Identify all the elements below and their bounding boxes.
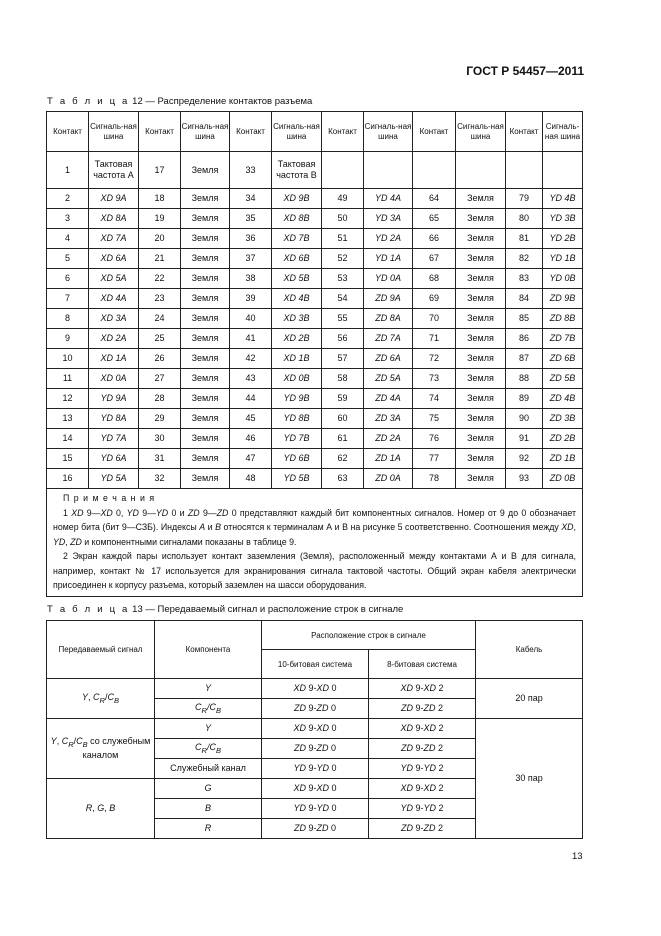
signal-bus-cell: Земля: [181, 389, 230, 409]
signal-bus-cell: XD 2A: [89, 329, 139, 349]
pin-number-cell: 17: [139, 152, 181, 189]
pin-number-cell: 15: [47, 449, 89, 469]
caption-prefix: Т а б л и ц а: [47, 604, 130, 615]
pin-number-cell: 64: [413, 189, 456, 209]
table-row: [47, 349, 583, 369]
bit8-cell: [369, 799, 476, 819]
pin-number-cell: 38: [230, 269, 272, 289]
signal-bus-cell: Земля: [181, 209, 230, 229]
page-number: 13: [572, 851, 583, 862]
pin-number-cell: 5: [47, 249, 89, 269]
pin-number-cell: 86: [506, 329, 543, 349]
signal-group-1: [47, 679, 155, 719]
signal-bus-cell: ZD 1A: [364, 449, 413, 469]
signal-bus-cell: Тактовая частота A: [89, 152, 139, 189]
signal-label: Y, $C_R/C_B$: [82, 691, 119, 705]
cable-20: 20 пар: [476, 679, 583, 719]
pin-number-cell: 77: [413, 449, 456, 469]
pin-number-cell: 78: [413, 469, 456, 489]
signal-bus-cell: [543, 152, 583, 189]
signal-bus-cell: XD 4A: [89, 289, 139, 309]
pin-assignment-table: [46, 111, 583, 597]
signal-bus-cell: YD 9B: [272, 389, 322, 409]
signal-bus-cell: Земля: [181, 189, 230, 209]
signal-label: Y, $C_R/C_B$ со служебным каналом: [50, 736, 151, 760]
signal-bus-cell: XD 7A: [89, 229, 139, 249]
pin-number-cell: 66: [413, 229, 456, 249]
bit10-value: XD 9-XD 0: [293, 783, 337, 793]
pin-number-cell: 52: [322, 249, 364, 269]
pin-number-cell: 2: [47, 189, 89, 209]
signal-bus-cell: YD 2B: [543, 229, 583, 249]
pin-number-cell: 27: [139, 369, 181, 389]
signal-bus-cell: ZD 9B: [543, 289, 583, 309]
pin-number-cell: 48: [230, 469, 272, 489]
pin-number-cell: 49: [322, 189, 364, 209]
table-row: [47, 389, 583, 409]
signal-bus-cell: ZD 7B: [543, 329, 583, 349]
signal-bus-cell: ZD 1B: [543, 449, 583, 469]
pin-number-cell: 20: [139, 229, 181, 249]
pin-number-cell: 42: [230, 349, 272, 369]
signal-bus-cell: ZD 3A: [364, 409, 413, 429]
signal-bus-cell: ZD 9A: [364, 289, 413, 309]
bit10-cell: [262, 679, 369, 699]
component-cell: [155, 779, 262, 799]
pin-number-cell: 81: [506, 229, 543, 249]
pin-number-cell: 75: [413, 409, 456, 429]
signal-bus-cell: YD 6A: [89, 449, 139, 469]
signal-bus-cell: Земля: [456, 249, 506, 269]
pin-number-cell: [413, 152, 456, 189]
signal-bus-cell: Земля: [181, 289, 230, 309]
pin-number-cell: 11: [47, 369, 89, 389]
pin-number-cell: 69: [413, 289, 456, 309]
pin-number-cell: 68: [413, 269, 456, 289]
bit10-value: XD 9-XD 0: [293, 723, 337, 733]
pin-number-cell: 10: [47, 349, 89, 369]
col-header: Сигналь-ная шина: [89, 112, 139, 152]
col-header: Контакт: [322, 112, 364, 152]
signal-bus-cell: Земля: [456, 429, 506, 449]
pin-number-cell: 46: [230, 429, 272, 449]
pin-number-cell: 36: [230, 229, 272, 249]
pin-number-cell: 4: [47, 229, 89, 249]
pin-number-cell: 37: [230, 249, 272, 269]
signal-bus-cell: XD 7B: [272, 229, 322, 249]
caption-text: 12 — Распределение контактов разъема: [129, 96, 313, 107]
signal-bus-cell: XD 1A: [89, 349, 139, 369]
bit8-cell: [369, 739, 476, 759]
col-header: Контакт: [413, 112, 456, 152]
table-row: [47, 469, 583, 489]
pin-number-cell: 84: [506, 289, 543, 309]
component-label: R: [204, 823, 212, 833]
signal-bus-cell: Земля: [181, 229, 230, 249]
pin-number-cell: 32: [139, 469, 181, 489]
signal-bus-cell: ZD 2A: [364, 429, 413, 449]
pin-number-cell: 50: [322, 209, 364, 229]
signal-group-2: [47, 719, 155, 779]
signal-bus-cell: ZD 5B: [543, 369, 583, 389]
signal-bus-cell: Земля: [181, 309, 230, 329]
signal-bus-cell: XD 3A: [89, 309, 139, 329]
bit8-cell: [369, 719, 476, 739]
bit8-value: XD 9-XD 2: [400, 683, 444, 693]
signal-bus-cell: YD 7B: [272, 429, 322, 449]
pin-number-cell: 85: [506, 309, 543, 329]
pin-number-cell: 57: [322, 349, 364, 369]
signal-bus-cell: XD 1B: [272, 349, 322, 369]
signal-bus-cell: XD 0A: [89, 369, 139, 389]
bit10-value: ZD 9-ZD 0: [293, 823, 337, 833]
signal-bus-cell: YD 5B: [272, 469, 322, 489]
bit8-value: YD 9-YD 2: [400, 803, 444, 813]
header-signal: Передаваемый сигнал: [47, 621, 155, 679]
bit8-cell: [369, 699, 476, 719]
table-row: [47, 369, 583, 389]
signal-bus-cell: Земля: [456, 209, 506, 229]
bit8-value: ZD 9-ZD 2: [400, 743, 444, 753]
signal-bus-cell: XD 8B: [272, 209, 322, 229]
table-row: [47, 289, 583, 309]
signal-bus-cell: ZD 8A: [364, 309, 413, 329]
bit8-cell: [369, 779, 476, 799]
signal-bus-cell: XD 0B: [272, 369, 322, 389]
pin-number-cell: 83: [506, 269, 543, 289]
pin-number-cell: 23: [139, 289, 181, 309]
bit8-cell: [369, 679, 476, 699]
pin-number-cell: 13: [47, 409, 89, 429]
table-13-caption: [47, 604, 403, 615]
pin-number-cell: 72: [413, 349, 456, 369]
pin-number-cell: 45: [230, 409, 272, 429]
signal-bus-cell: ZD 3B: [543, 409, 583, 429]
bit10-cell: [262, 779, 369, 799]
table-row: [47, 209, 583, 229]
component-cell: [155, 759, 262, 779]
notes-title: П р и м е ч а н и я: [63, 493, 156, 503]
table-row: [47, 329, 583, 349]
pin-number-cell: 14: [47, 429, 89, 449]
signal-bus-cell: Земля: [456, 309, 506, 329]
bit8-value: XD 9-XD 2: [400, 723, 444, 733]
pin-number-cell: 6: [47, 269, 89, 289]
component-label: Y: [204, 683, 211, 693]
signal-bus-cell: YD 1B: [543, 249, 583, 269]
col-header: Контакт: [47, 112, 89, 152]
pin-number-cell: 31: [139, 449, 181, 469]
pin-number-cell: 30: [139, 429, 181, 449]
pin-number-cell: 70: [413, 309, 456, 329]
pin-number-cell: 93: [506, 469, 543, 489]
pin-number-cell: 82: [506, 249, 543, 269]
pin-number-cell: 79: [506, 189, 543, 209]
pin-number-cell: 8: [47, 309, 89, 329]
pin-number-cell: 74: [413, 389, 456, 409]
pin-number-cell: 65: [413, 209, 456, 229]
pin-number-cell: 26: [139, 349, 181, 369]
signal-bus-cell: Земля: [181, 369, 230, 389]
bit10-value: ZD 9-ZD 0: [293, 743, 337, 753]
signal-label: R, G, B: [85, 803, 116, 813]
signal-bus-cell: YD 6B: [272, 449, 322, 469]
col-header: Сигналь-ная шина: [456, 112, 506, 152]
col-header: Сигналь-ная шина: [364, 112, 413, 152]
component-label: $C_R/C_B$: [195, 701, 221, 715]
signal-bus-cell: Земля: [181, 329, 230, 349]
table-row: [47, 229, 583, 249]
bit8-value: ZD 9-ZD 2: [400, 703, 444, 713]
pin-number-cell: 40: [230, 309, 272, 329]
pin-number-cell: 35: [230, 209, 272, 229]
signal-bus-cell: Земля: [456, 409, 506, 429]
pin-number-cell: 28: [139, 389, 181, 409]
pin-number-cell: 7: [47, 289, 89, 309]
component-cell: [155, 699, 262, 719]
signal-bus-cell: Земля: [181, 409, 230, 429]
col-header: Сигналь-ная шина: [543, 112, 583, 152]
signal-bus-cell: Земля: [181, 469, 230, 489]
signal-bus-cell: Земля: [181, 429, 230, 449]
pin-number-cell: 80: [506, 209, 543, 229]
table-row: [47, 269, 583, 289]
component-cell: [155, 739, 262, 759]
signal-bus-cell: XD 6B: [272, 249, 322, 269]
signal-bus-cell: YD 0B: [543, 269, 583, 289]
bit8-cell: [369, 819, 476, 839]
signal-bus-cell: XD 8A: [89, 209, 139, 229]
table-row: [47, 309, 583, 329]
pin-number-cell: 29: [139, 409, 181, 429]
pin-number-cell: 51: [322, 229, 364, 249]
signal-bus-cell: XD 9A: [89, 189, 139, 209]
component-label: Y: [204, 723, 211, 733]
col-header: Сигналь-ная шина: [181, 112, 230, 152]
pin-number-cell: 47: [230, 449, 272, 469]
signal-bus-cell: YD 9A: [89, 389, 139, 409]
col-header: Контакт: [230, 112, 272, 152]
bit10-value: XD 9-XD 0: [293, 683, 337, 693]
signal-bus-cell: Земля: [456, 329, 506, 349]
pin-number-cell: 71: [413, 329, 456, 349]
component-cell: [155, 719, 262, 739]
signal-bus-cell: XD 2B: [272, 329, 322, 349]
signal-bus-cell: ZD 7A: [364, 329, 413, 349]
bit10-cell: [262, 719, 369, 739]
pin-number-cell: 43: [230, 369, 272, 389]
pin-number-cell: 63: [322, 469, 364, 489]
header-8bit: 8-битовая система: [369, 650, 476, 679]
caption-text: 13 — Передаваемый сигнал и расположение строк в сигнале: [129, 604, 404, 615]
pin-number-cell: 59: [322, 389, 364, 409]
header-10bit: 10-битовая система: [262, 650, 369, 679]
pin-number-cell: 60: [322, 409, 364, 429]
pin-number-cell: [506, 152, 543, 189]
pin-number-cell: 55: [322, 309, 364, 329]
bit10-cell: [262, 819, 369, 839]
bit10-cell: [262, 739, 369, 759]
signal-bus-cell: ZD 8B: [543, 309, 583, 329]
table-notes: [47, 489, 583, 597]
bit8-value: ZD 9-ZD 2: [400, 823, 444, 833]
pin-number-cell: 58: [322, 369, 364, 389]
signal-bus-cell: YD 4B: [543, 189, 583, 209]
signal-bus-cell: YD 3B: [543, 209, 583, 229]
signal-bus-cell: Земля: [456, 389, 506, 409]
signal-bus-cell: Земля: [456, 449, 506, 469]
pin-number-cell: 25: [139, 329, 181, 349]
signal-bus-cell: Земля: [456, 289, 506, 309]
note-2: 2 Экран каждой пары использует контакт заземления (Земля), расположенный между контактами А и В для сигнала, например, контакт № 17 используется для экранирования сигнала тактовой частоты. Общий экран кабеля электрически присоединен к корпусу разъема, который заземлен на шасси оборудования.: [53, 551, 576, 590]
signal-bus-cell: [456, 152, 506, 189]
signal-bus-cell: YD 5A: [89, 469, 139, 489]
component-label: Служебный канал: [170, 763, 246, 773]
bit8-cell: [369, 759, 476, 779]
pin-number-cell: 61: [322, 429, 364, 449]
signal-bus-cell: Земля: [181, 349, 230, 369]
signal-bus-cell: ZD 0B: [543, 469, 583, 489]
signal-bus-cell: Земля: [456, 229, 506, 249]
signal-bus-cell: ZD 2B: [543, 429, 583, 449]
pin-number-cell: 91: [506, 429, 543, 449]
component-cell: [155, 819, 262, 839]
component-label: B: [204, 803, 211, 813]
bit8-value: YD 9-YD 2: [400, 763, 444, 773]
pin-number-cell: 89: [506, 389, 543, 409]
table-row: [47, 249, 583, 269]
signal-bus-cell: YD 3A: [364, 209, 413, 229]
signal-bus-cell: YD 8A: [89, 409, 139, 429]
signal-bus-cell: Земля: [456, 369, 506, 389]
pin-number-cell: 12: [47, 389, 89, 409]
signal-bus-cell: ZD 5A: [364, 369, 413, 389]
pin-number-cell: 9: [47, 329, 89, 349]
bit10-cell: [262, 799, 369, 819]
pin-number-cell: 24: [139, 309, 181, 329]
signal-bus-cell: XD 3B: [272, 309, 322, 329]
col-header: Сигналь-ная шина: [272, 112, 322, 152]
signal-bus-cell: YD 0A: [364, 269, 413, 289]
pin-number-cell: 44: [230, 389, 272, 409]
bit8-value: XD 9-XD 2: [400, 783, 444, 793]
pin-number-cell: 92: [506, 449, 543, 469]
pin-number-cell: 16: [47, 469, 89, 489]
pin-number-cell: 76: [413, 429, 456, 449]
signal-bus-cell: XD 5B: [272, 269, 322, 289]
signal-bus-cell: Тактовая частота B: [272, 152, 322, 189]
signal-layout-table: [46, 620, 583, 839]
signal-bus-cell: XD 5A: [89, 269, 139, 289]
pin-number-cell: 90: [506, 409, 543, 429]
table-row: [47, 409, 583, 429]
signal-bus-cell: [364, 152, 413, 189]
signal-group-3: [47, 779, 155, 839]
pin-number-cell: 22: [139, 269, 181, 289]
signal-bus-cell: ZD 4B: [543, 389, 583, 409]
caption-prefix: Т а б л и ц а: [47, 96, 130, 107]
bit10-cell: [262, 699, 369, 719]
pin-number-cell: 39: [230, 289, 272, 309]
signal-bus-cell: YD 7A: [89, 429, 139, 449]
signal-bus-cell: ZD 4A: [364, 389, 413, 409]
pin-number-cell: 73: [413, 369, 456, 389]
note-1: 1 XD 9—XD 0, YD 9—YD 0 и ZD 9—ZD 0 представляют каждый бит компонентных сигналов. Номер от 9 до 0 обозначает номер бита (бит 9—СЗБ). Индексы A и B относятся к терминалам А и В на рисунке 5 соответственно. Соотношения между XD, YD, ZD и компонентными сигналами показаны в таблице 9.: [53, 507, 577, 547]
table-row: [47, 189, 583, 209]
component-cell: [155, 679, 262, 699]
document-id: ГОСТ Р 54457—2011: [466, 64, 584, 78]
bit10-value: YD 9-YD 0: [293, 763, 337, 773]
signal-bus-cell: Земля: [456, 189, 506, 209]
signal-bus-cell: YD 4A: [364, 189, 413, 209]
signal-bus-cell: YD 1A: [364, 249, 413, 269]
signal-bus-cell: Земля: [181, 249, 230, 269]
signal-bus-cell: Земля: [456, 349, 506, 369]
signal-bus-cell: ZD 6A: [364, 349, 413, 369]
component-cell: [155, 799, 262, 819]
table-row: [47, 152, 583, 189]
pin-number-cell: 67: [413, 249, 456, 269]
col-header: Контакт: [139, 112, 181, 152]
signal-bus-cell: XD 6A: [89, 249, 139, 269]
signal-bus-cell: Земля: [181, 152, 230, 189]
pin-number-cell: 54: [322, 289, 364, 309]
signal-bus-cell: XD 9B: [272, 189, 322, 209]
pin-number-cell: 34: [230, 189, 272, 209]
table-row: [47, 429, 583, 449]
cable-30: 30 пар: [476, 719, 583, 839]
header-cable: Кабель: [476, 621, 583, 679]
signal-bus-cell: Земля: [181, 449, 230, 469]
signal-bus-cell: ZD 6B: [543, 349, 583, 369]
pin-table-body: [47, 152, 583, 489]
pin-number-cell: 33: [230, 152, 272, 189]
pin-number-cell: 62: [322, 449, 364, 469]
bit10-value: ZD 9-ZD 0: [293, 703, 337, 713]
signal-bus-cell: ZD 0A: [364, 469, 413, 489]
pin-number-cell: 56: [322, 329, 364, 349]
signal-bus-cell: XD 4B: [272, 289, 322, 309]
signal-bus-cell: Земля: [456, 269, 506, 289]
pin-number-cell: 19: [139, 209, 181, 229]
signal-bus-cell: Земля: [181, 269, 230, 289]
pin-number-cell: 1: [47, 152, 89, 189]
pin-number-cell: 18: [139, 189, 181, 209]
component-label: G: [204, 783, 212, 793]
component-label: $C_R/C_B$: [195, 741, 221, 755]
pin-number-cell: 53: [322, 269, 364, 289]
table-row: [47, 449, 583, 469]
pin-number-cell: 41: [230, 329, 272, 349]
pin-number-cell: 88: [506, 369, 543, 389]
pin-number-cell: 3: [47, 209, 89, 229]
bit10-value: YD 9-YD 0: [293, 803, 337, 813]
pin-number-cell: 21: [139, 249, 181, 269]
col-header: Контакт: [506, 112, 543, 152]
header-layout: Расположение строк в сигнале: [262, 621, 476, 650]
signal-bus-cell: YD 8B: [272, 409, 322, 429]
signal-bus-cell: Земля: [456, 469, 506, 489]
pin-number-cell: [322, 152, 364, 189]
pin-number-cell: 87: [506, 349, 543, 369]
signal-bus-cell: YD 2A: [364, 229, 413, 249]
bit10-cell: [262, 759, 369, 779]
header-component: Компонента: [155, 621, 262, 679]
table-12-caption: [47, 96, 312, 107]
